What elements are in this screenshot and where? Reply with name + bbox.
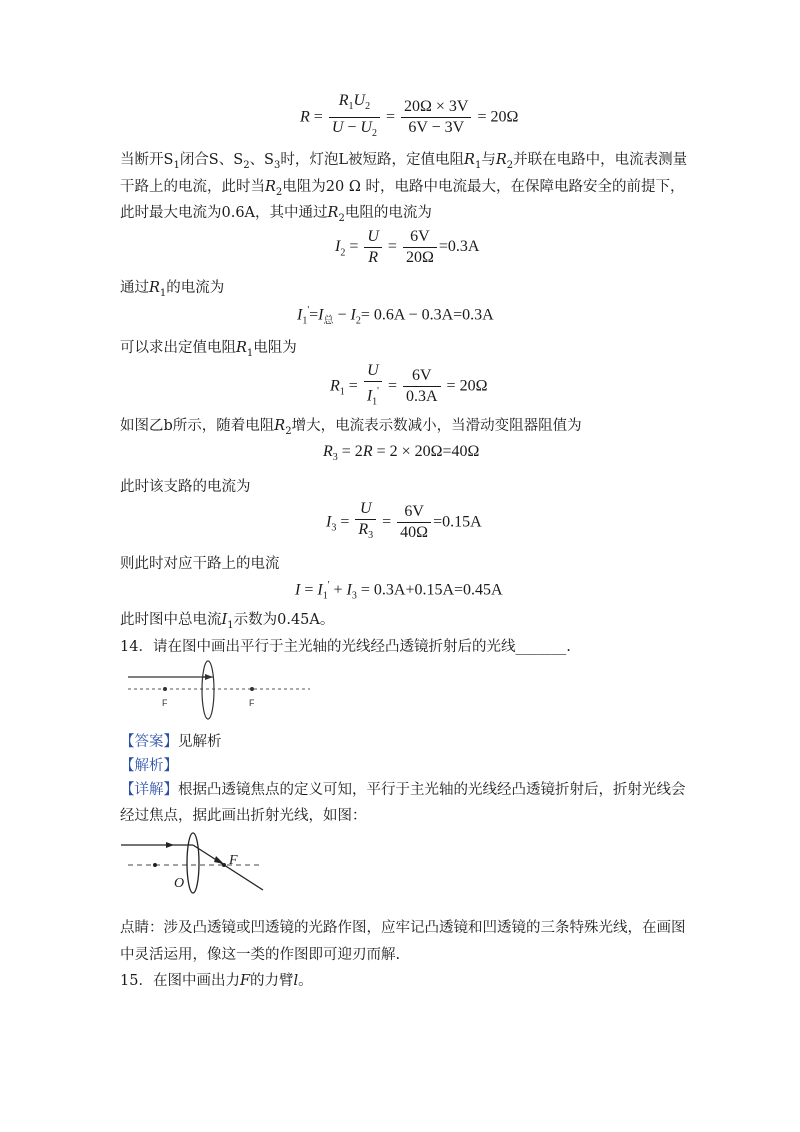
svg-text:F: F [162,698,168,708]
paragraph-1-line-1: 当断开$S_1$闭合S、$S_2$、$S_3$时，灯泡L被短路，定值电阻$R_1$与$R_2$并联在电路中，电流表测量 [120,152,688,171]
equation-r: R = $\frac{R_1U_2}{U - U_2}$ = $\frac{20\Omega \times 3V}{6V - 3V}$ = 20Ω [300,92,519,140]
paragraph-1-line-2: 干路上的电流，此时当$R_2$电阻为20 Ω 时，电路中电流最大，在保障电路安全的前提下， [120,179,685,198]
detail-tag: 【详解】 [120,782,178,798]
analysis-tag: 【解析】 [120,758,178,774]
equation-i2: $I_2$ = $\frac{U}{R}$ = $\frac{6V}{20\Omega}$ =0.3A [335,228,480,266]
equation-i1: $I_1'=I_总 - I_2= 0.6A - 0.3A=0.3A$ [297,305,494,327]
question-14: 14．请在图中画出平行于主光轴的光线经凸透镜折射后的光线_______. [120,639,571,655]
svg-text:F: F [229,853,238,868]
paragraph-4: 如图乙b所示，随着电阻$R_2$增大，电流表示数减小，当滑动变阻器阻值为 [120,418,582,437]
paragraph-3: 可以求出定值电阻$R_1$电阻为 [120,340,297,359]
equation-i3: $I_3$ = $\frac{U}{R_3}$ = $\frac{6V}{40\Omega}$ =0.15A [326,500,482,542]
detail-line-2: 经过焦点，据此画出折射光线，如图： [120,808,367,824]
answer-tag: 【答案】 [120,734,178,750]
answer-line: 【答案】见解析 [120,734,222,750]
note-line-1: 点睛：涉及凸透镜或凹透镜的光路作图，应牢记凸透镜和凹透镜的三条特殊光线，在画图 [120,920,686,936]
paragraph-1-line-3: 此时最大电流为0.6A，其中通过$R_2$电阻的电流为 [120,205,432,224]
paragraph-6: 则此时对应干路上的电流 [120,556,280,572]
svg-text:F: F [249,698,255,708]
equation-r1: $R_1$ = $\frac{U}{I_1'}$ = $\frac{6V}{0.3A}$ = 20Ω [330,362,488,408]
paragraph-5: 此时该支路的电流为 [120,479,251,495]
lens-diagram-solution [118,830,268,898]
question-15: 15．在图中画出力F的力臂l。 [120,973,313,989]
note-line-2: 中灵活运用，像这一类的作图即可迎刃而解. [120,947,401,963]
lens-diagram-question [125,660,315,722]
svg-text:O: O [174,876,185,891]
detail-line-1: 【详解】根据凸透镜焦点的定义可知，平行于主光轴的光线经凸透镜折射后，折射光线会 [120,782,686,798]
paragraph-2: 通过$R_1$的电流为 [120,280,225,299]
paragraph-7: 此时图中总电流$I_1$示数为0.45A。 [120,612,335,631]
equation-i: $I = I_1' + I_3 = 0.3A+0.15A=0.45A$ [295,580,503,602]
equation-r3: $R_3 = 2R = 2 \times 20\Omega=40\Omega$ [323,443,480,464]
